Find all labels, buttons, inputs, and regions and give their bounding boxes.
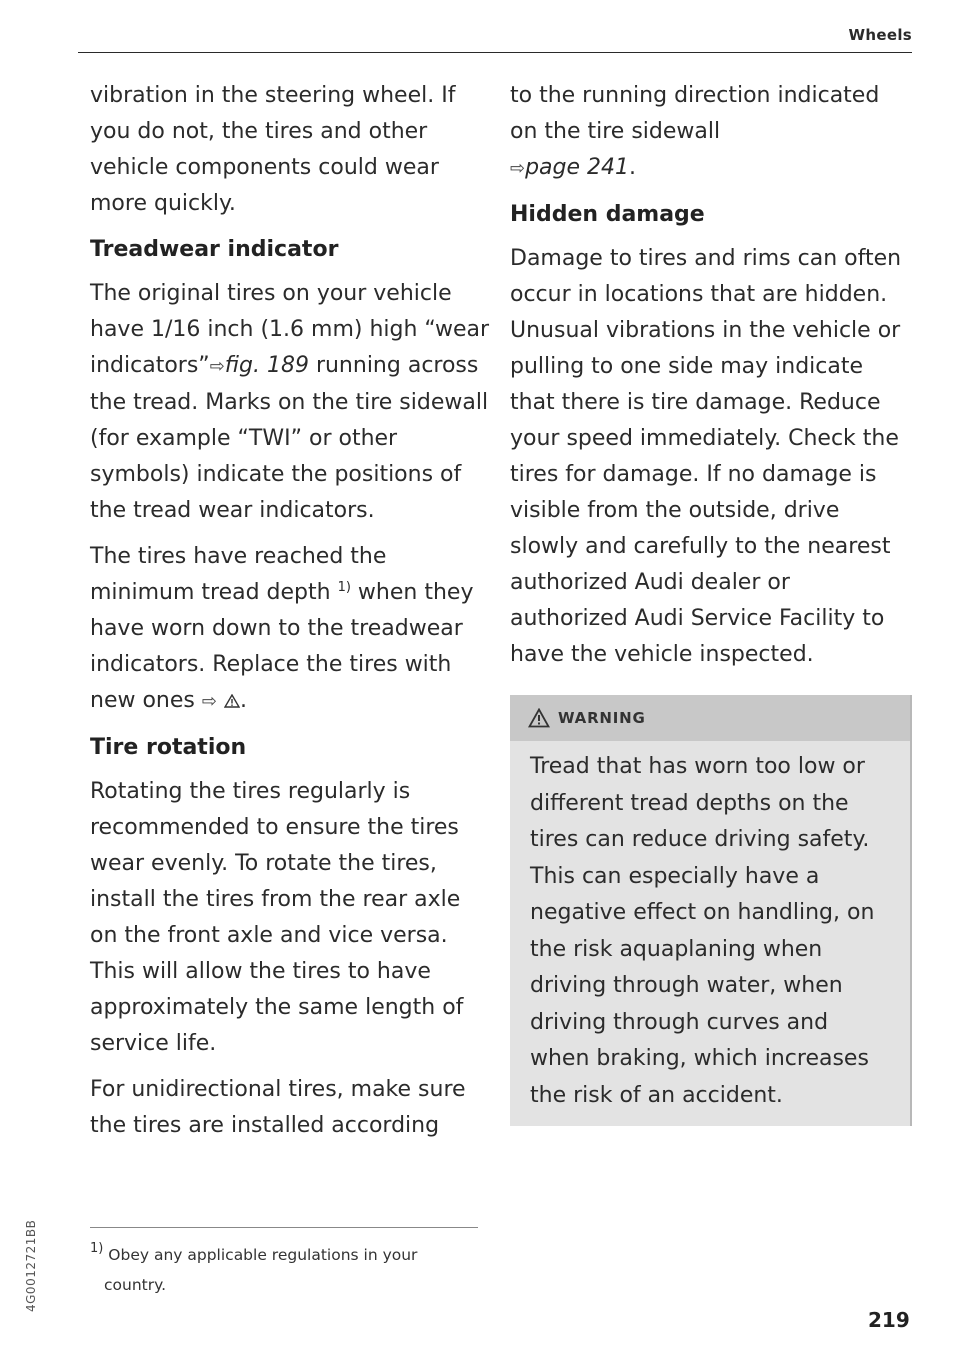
hidden-damage-paragraph: Damage to tires and rims can often occur in locations that are hidden. Unusual vibrations in the vehicle or pulling to one side may indicate that there is tire damage. Reduce your speed immediately. Check the tires for damage. If no damage is visible from the outside, drive slowly and carefully to the nearest authorized Audi dealer or authorized Audi Service Facility to have the vehicle inspected. (510, 246, 902, 667)
treadwear-text-c: The tires have reached the minimum tread depth (90, 544, 387, 605)
warning-text: Tread that has worn too low or different tread depths on the tires can reduce driving safety. This can especially have a negative effect on handling, on the risk aquaplaning when driving through water, when driving through curves and when braking, which increases the risk of an accident. (530, 754, 875, 1108)
arrow-right-icon: ⇨ (201, 691, 217, 712)
arrow-right-icon: ⇨ (510, 158, 526, 179)
footnote-marker[interactable]: 1) (337, 580, 351, 595)
continued-text: to the running direction indicated on the tire sidewall (510, 83, 880, 144)
warning-header (510, 695, 910, 741)
treadwear-paragraph-2: The tires have reached the minimum tread depth $^{1)}$ when they have worn down to the treadwear indicators. Replace the tires with new ones ⇨ . (90, 544, 474, 713)
treadwear-text-b: running across the tread. Marks on the tire sidewall (for example “TWI” or other symbols) indicate the positions of the tread wear indicators. (90, 353, 489, 523)
warning-triangle-icon[interactable] (224, 694, 240, 708)
warning-box (510, 695, 912, 1126)
arrow-right-icon: ⇨ (209, 356, 225, 377)
document-code (24, 1192, 44, 1312)
rotation-paragraph-1: Rotating the tires regularly is recommended to ensure the tires wear evenly. To rotate the tires, install the tires from the rear axle on the front axle and vice versa. This will allow the tires to have approximately the same length of service life. (90, 779, 464, 1056)
treadwear-text-a: The original tires on your vehicle have 1/16 inch (1.6 mm) high “wear indicators” (90, 281, 490, 378)
intro-paragraph: vibration in the steering wheel. If you do not, the tires and other vehicle components could wear more quickly. (90, 83, 456, 216)
tire-rotation-heading: Tire rotation (90, 735, 247, 760)
rotation-paragraph-2: For unidirectional tires, make sure the tires are installed according (90, 1077, 466, 1138)
treadwear-heading: Treadwear indicator (90, 237, 339, 262)
page-number: 219 (868, 1308, 910, 1332)
footnote-text-line1: Obey any applicable regulations in your (108, 1246, 418, 1264)
footnote-text-line2: country. (104, 1276, 166, 1294)
header-rule (78, 52, 912, 53)
warning-title: WARNING (558, 709, 646, 727)
running-header: Wheels (848, 26, 912, 44)
treadwear-paragraph-1 (90, 276, 490, 529)
treadwear-text-d: when they have worn down to the treadwear indicators. Replace the tires with new ones (90, 580, 474, 713)
warning-triangle-icon (528, 708, 550, 728)
footnote (90, 1240, 480, 1300)
footnote-rule (90, 1227, 478, 1228)
left-column (90, 78, 490, 1154)
document-code-text: 4G0012721BB (24, 1219, 38, 1312)
continued-paragraph: to the running direction indicated on the tire sidewall ⇨page 241. (510, 83, 880, 180)
right-column (510, 78, 910, 1126)
page-reference-link[interactable]: page 241 (525, 155, 630, 180)
hidden-damage-heading: Hidden damage (510, 202, 705, 227)
figure-reference-link[interactable]: fig. 189 (224, 353, 309, 378)
footnote-number: 1) (90, 1241, 104, 1256)
